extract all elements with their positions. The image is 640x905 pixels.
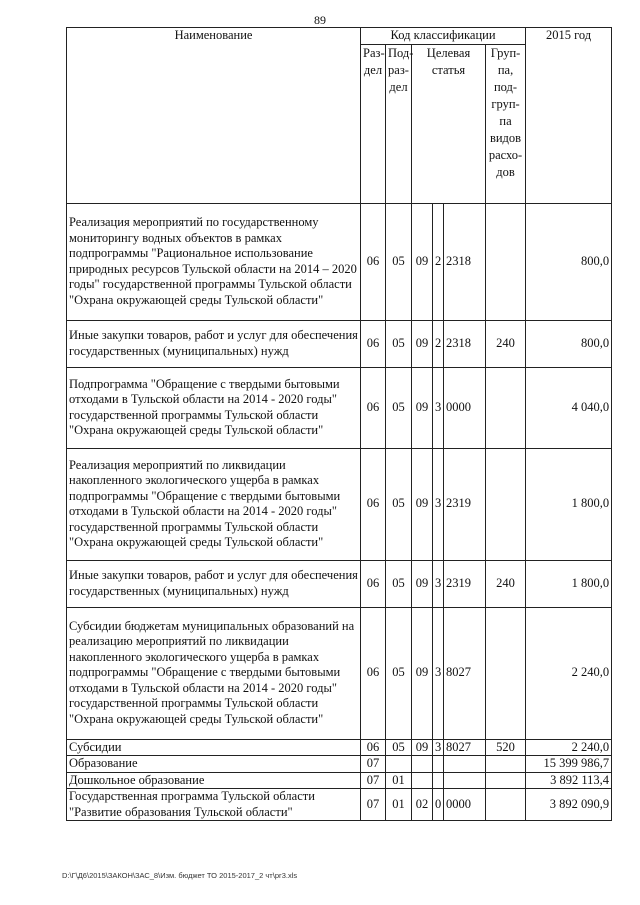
- table-cell-subprogram: 3: [433, 739, 444, 756]
- table-cell-program: 09: [412, 560, 433, 607]
- table-cell-program: [412, 756, 433, 773]
- table-cell-subprogram: [433, 756, 444, 773]
- table-cell-program: 02: [412, 789, 433, 821]
- table-row: [67, 607, 612, 739]
- table-cell-direction: [444, 772, 486, 789]
- table-cell-direction: 2318: [444, 203, 486, 320]
- table-cell-amount: 3 892 113,4: [526, 772, 612, 789]
- table-cell-direction: 2319: [444, 448, 486, 560]
- table-cell-amount: 3 892 090,9: [526, 789, 612, 821]
- table-row: [67, 203, 612, 320]
- header-celevaya: Целевая статья: [412, 44, 486, 203]
- table-row: [67, 367, 612, 448]
- table-cell-razdel: 06: [361, 203, 386, 320]
- table-cell-name: Иные закупки товаров, работ и услуг для обеспечения государственных (муниципальных) нужд: [67, 320, 361, 367]
- table-cell-amount: 1 800,0: [526, 560, 612, 607]
- table-cell-razdel: 06: [361, 367, 386, 448]
- table-cell-expense-type: [486, 607, 526, 739]
- header-gruppa: Груп- па, под- груп- па видов расхо- дов: [486, 44, 526, 203]
- table-cell-name: Реализация мероприятий по государственному мониторингу водных объектов в рамках подпрограммы "Рациональное использование природных ресурсов Тульской области на 2014 – 2020 годы" государственной программы Тульской области "Охрана окружающей среды Тульской области": [67, 203, 361, 320]
- table-row: [67, 739, 612, 756]
- table-header: [67, 28, 612, 204]
- table-cell-program: 09: [412, 607, 433, 739]
- table-row: [67, 789, 612, 821]
- table-cell-amount: 2 240,0: [526, 607, 612, 739]
- table-cell-direction: 8027: [444, 607, 486, 739]
- table-cell-expense-type: 240: [486, 320, 526, 367]
- table-cell-name: Дошкольное образование: [67, 772, 361, 789]
- table-cell-razdel: 07: [361, 756, 386, 773]
- table-cell-podrazdel: 05: [386, 448, 412, 560]
- table-cell-program: 09: [412, 739, 433, 756]
- table-cell-expense-type: 520: [486, 739, 526, 756]
- table-cell-podrazdel: 05: [386, 739, 412, 756]
- table-cell-program: 09: [412, 448, 433, 560]
- header-podrazdel: Под- раз- дел: [386, 44, 412, 203]
- table-cell-podrazdel: [386, 756, 412, 773]
- table-cell-podrazdel: 05: [386, 560, 412, 607]
- table-cell-razdel: 06: [361, 320, 386, 367]
- table-cell-program: 09: [412, 320, 433, 367]
- table-cell-name: Государственная программа Тульской области "Развитие образования Тульской области": [67, 789, 361, 821]
- table-cell-direction: 0000: [444, 367, 486, 448]
- table-cell-expense-type: 240: [486, 560, 526, 607]
- table-cell-podrazdel: 05: [386, 320, 412, 367]
- table-cell-name: Субсидии бюджетам муниципальных образований на реализацию мероприятий по ликвидации накопленного экологического ущерба в рамках подпрограммы "Обращение с твердыми бытовыми отходами в Тульской области на 2014 - 2020 годы" государственной программы Тульской области "Охрана окружающей среды Тульской области": [67, 607, 361, 739]
- table-row: [67, 320, 612, 367]
- table-cell-subprogram: 2: [433, 203, 444, 320]
- table-cell-subprogram: 0: [433, 789, 444, 821]
- table-cell-expense-type: [486, 367, 526, 448]
- table-cell-program: 09: [412, 203, 433, 320]
- table-cell-podrazdel: 05: [386, 203, 412, 320]
- table-cell-direction: 8027: [444, 739, 486, 756]
- table-cell-razdel: 06: [361, 448, 386, 560]
- table-cell-name: Образование: [67, 756, 361, 773]
- footer-file-path: D:\Г\Д6\2015\ЗАКОН\ЗАС_8\Изм. бюджет ТО 2015-2017_2 чт\рг3.xls: [62, 871, 298, 880]
- table-cell-program: 09: [412, 367, 433, 448]
- table-row: [67, 448, 612, 560]
- table-cell-subprogram: 2: [433, 320, 444, 367]
- table-cell-subprogram: 3: [433, 448, 444, 560]
- table-cell-name: Субсидии: [67, 739, 361, 756]
- header-name: Наименование: [67, 28, 361, 204]
- table-cell-amount: 2 240,0: [526, 739, 612, 756]
- table-cell-amount: 800,0: [526, 203, 612, 320]
- table-cell-razdel: 06: [361, 607, 386, 739]
- table-cell-program: [412, 772, 433, 789]
- table-cell-name: Подпрограмма "Обращение с твердыми бытовыми отходами в Тульской области на 2014 - 2020 годы" государственной программы Тульской области "Охрана окружающей среды Тульской области": [67, 367, 361, 448]
- table-cell-expense-type: [486, 203, 526, 320]
- table-cell-expense-type: [486, 772, 526, 789]
- table-cell-expense-type: [486, 448, 526, 560]
- table-cell-expense-type: [486, 756, 526, 773]
- table-cell-podrazdel: 05: [386, 607, 412, 739]
- table-cell-amount: 15 399 986,7: [526, 756, 612, 773]
- table-cell-razdel: 07: [361, 772, 386, 789]
- header-code-group: Код классификации: [361, 28, 526, 45]
- table-cell-razdel: 06: [361, 560, 386, 607]
- table-row: [67, 756, 612, 773]
- page-number: 89: [314, 13, 326, 27]
- table-cell-razdel: 06: [361, 739, 386, 756]
- table-cell-podrazdel: 05: [386, 367, 412, 448]
- table-cell-podrazdel: 01: [386, 789, 412, 821]
- header-year: 2015 год: [526, 28, 612, 204]
- table-cell-name: Иные закупки товаров, работ и услуг для обеспечения государственных (муниципальных) нужд: [67, 560, 361, 607]
- table-cell-name: Реализация мероприятий по ликвидации накопленного экологического ущерба в рамках подпрограммы "Обращение с твердыми бытовыми отходами в Тульской области на 2014 - 2020 годы" государственной программы Тульской области "Охрана окружающей среды Тульской области": [67, 448, 361, 560]
- table-cell-subprogram: 3: [433, 367, 444, 448]
- table-cell-direction: 0000: [444, 789, 486, 821]
- table-cell-subprogram: 3: [433, 607, 444, 739]
- table-cell-razdel: 07: [361, 789, 386, 821]
- table-cell-expense-type: [486, 789, 526, 821]
- table-cell-direction: 2318: [444, 320, 486, 367]
- table-cell-direction: [444, 756, 486, 773]
- table-cell-amount: 1 800,0: [526, 448, 612, 560]
- table-body: [67, 203, 612, 821]
- table-cell-amount: 4 040,0: [526, 367, 612, 448]
- table-cell-amount: 800,0: [526, 320, 612, 367]
- table-cell-subprogram: 3: [433, 560, 444, 607]
- table-row: [67, 560, 612, 607]
- table-cell-subprogram: [433, 772, 444, 789]
- table-cell-podrazdel: 01: [386, 772, 412, 789]
- header-razdel: Раз- дел: [361, 44, 386, 203]
- table-cell-direction: 2319: [444, 560, 486, 607]
- budget-table: [66, 27, 612, 821]
- table-row: [67, 772, 612, 789]
